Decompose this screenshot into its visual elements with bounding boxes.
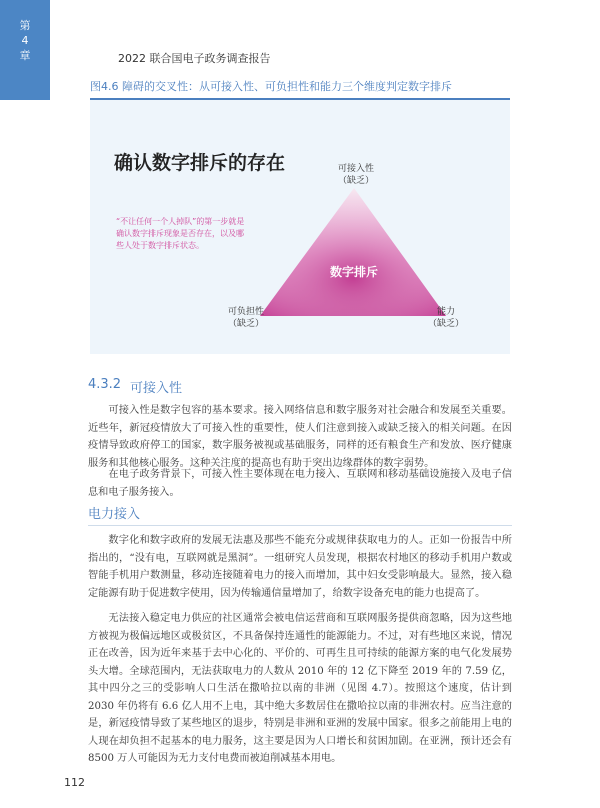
figure-caption: 图4.6 障碍的交叉性：从可接入性、可负担性和能力三个维度判定数字排斥: [90, 80, 452, 93]
figure-title: 确认数字排斥的存在: [114, 152, 286, 174]
vertex-ability-label: 能力: [436, 307, 455, 317]
vertex-access-label: 可接入性: [337, 164, 374, 174]
chapter-tab-number: 4: [21, 34, 29, 47]
vertex-affordability: [216, 306, 276, 330]
vertex-affordability-label: 可负担性: [227, 307, 264, 317]
figure-quote: “不让任何一个人掉队”的第一步就是确认数字排斥现象是否存在，以及哪些人处于数字排斥状态。: [116, 217, 245, 250]
vertex-ability: [416, 306, 476, 330]
subsection-title: 电力接入: [88, 507, 141, 522]
vertex-access: [326, 163, 386, 187]
paragraph-accessibility-2: 在电子政务背景下，可接入性主要体现在电力接入、互联网和移动基础设施接入及电子信息和电子服务接入。: [88, 469, 512, 498]
vertex-affordability-sub: （缺乏）: [227, 319, 264, 329]
section-number: 4.3.2: [88, 377, 122, 392]
digital-exclusion-label: 数字排斥: [329, 265, 378, 279]
vertex-access-sub: （缺乏）: [337, 176, 374, 186]
figure-panel: [90, 98, 510, 354]
running-header: 2022 联合国电子政务调查报告: [118, 52, 271, 65]
paragraph-electricity-1: 数字化和数字政府的发展无法惠及那些不能充分或规律获取电力的人。正如一份报告中所指出的，“没有电，互联网就是黑洞”。一组研究人员发现，根据农村地区的移动手机用户数或智能手机用户数测量，移动连接随着电力的接入而增加，其中妇女受影响最大。显然，接入稳定能源有助于促进数字使用，因为传输通信量增加了，给数字设备充电的能力也提高了。: [88, 535, 512, 599]
subsection-heading: [88, 503, 512, 526]
chapter-tab: [0, 0, 50, 100]
chapter-tab-line1: 第: [19, 19, 31, 32]
triangle-glow: [260, 188, 446, 316]
paragraph-electricity-2: 无法接入稳定电力供应的社区通常会被电信运营商和互联网服务提供商忽略，因为这些地方被视为极偏远地区或极贫区，不具备保持连通性的能源能力。不过，对有些地区来说，情况正在改善，因为近年来基于去中心化的、平价的、可再生且可持续的能源方案的电气化发展势头大增。全球范围内，无法获取电力的人数从 2010 年的 12 亿下降至 2019 年的 7.59 亿，其中四分之三的受影响人口生活在撒哈拉以南的非洲（见图 4.7）。按照这个速度，估计到 2030 年仍将有 6.6 亿人用不上电，其中绝大多数居住在撒哈拉以南的非洲农村。应当注意的是，新冠疫情导致了某些地区的退步，特别是非洲和亚洲的发展中国家。很多之前能用上电的人现在却负担不起基本的电力服务，这主要是因为人口增长和贫困加剧。在亚洲，预计还会有 8500 万人可能因为无力支付电费而被迫削减基本用电。: [88, 613, 512, 764]
vertex-ability-sub: （缺乏）: [427, 319, 464, 329]
page-number: 112: [64, 776, 85, 789]
chapter-tab-line3: 章: [19, 49, 31, 62]
section-title: 可接入性: [130, 381, 183, 396]
paragraph-accessibility-1: 可接入性是数字包容的基本要求。接入网络信息和数字服务对社会融合和发展至关重要。近些年，新冠疫情放大了可接入性的重要性，使人们注意到接入或缺乏接入的相关问题。在因疫情导致政府停工的国家，数字服务被视或基础服务，同样的还有粮食生产和发放、医疗健康服务和其他核心服务。这种关注度的提高也有助于突出边缘群体的数字弱势。: [88, 405, 512, 469]
